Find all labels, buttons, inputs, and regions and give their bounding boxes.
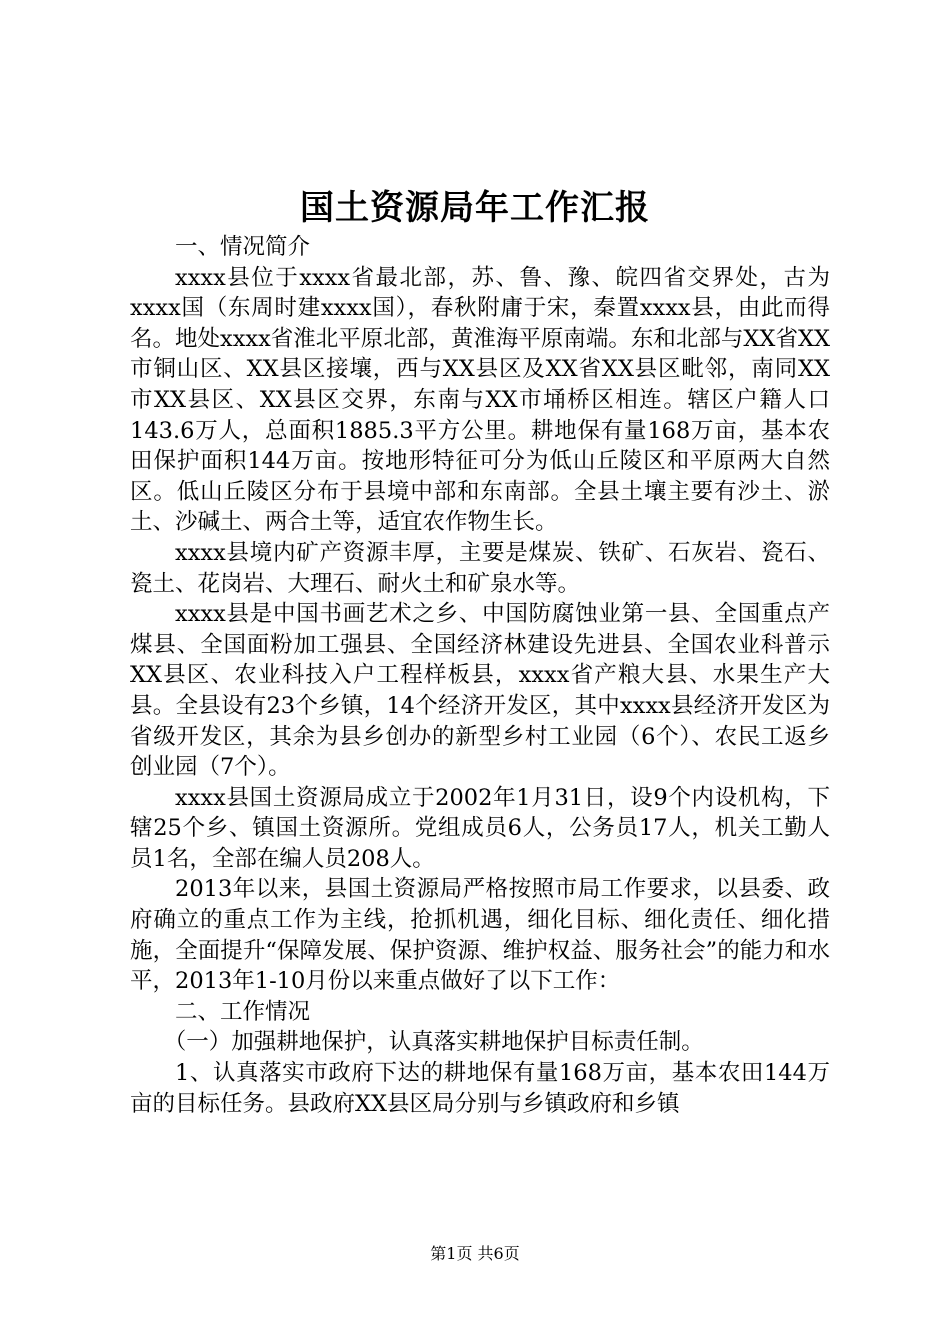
paragraph-minerals: xxxx县境内矿产资源丰厚，主要是煤炭、铁矿、石灰岩、瓷石、瓷土、花岗岩、大理石、耐火土和矿泉水等。: [130, 539, 830, 597]
section-heading-work: 二、工作情况: [175, 998, 311, 1025]
page-footer: 第1页 共6页: [430, 1244, 520, 1263]
paragraph-honors: xxxx县是中国书画艺术之乡、中国防腐蚀业第一县、全国重点产煤县、全国面粉加工强县、全国经济林建设先进县、全国农业科普示XX县区、农业科技入户工程样板县，xxxx省产粮大县、水果生产大县。全县设有23个乡镇，14个经济开发区，其中xxxx县经济开发区为省级开发区，其余为县乡创办的新型乡村工业园（6个）、农民工返乡创业园（7个）。: [130, 601, 830, 781]
paragraph-farmland-target: 1、认真落实市政府下达的耕地保有量168万亩，基本农田144万亩的目标任务。县政府XX县区局分别与乡镇政府和乡镇: [130, 1060, 830, 1117]
paragraph-summary: 2013年以来，县国土资源局严格按照市局工作要求，以县委、政府确立的重点工作为主线，抢抓机遇，细化目标、细化责任、细化措施，全面提升“保障发展、保护资源、维护权益、服务社会”的能力和水平，2013年1-10月份以来重点做好了以下工作：: [130, 876, 830, 995]
subsection-heading-farmland: （一）加强耕地保护，认真落实耕地保护目标责任制。: [163, 1029, 704, 1056]
paragraph-overview: xxxx县位于xxxx省最北部，苏、鲁、豫、皖四省交界处，古为xxxx国（东周时建xxxx国），春秋附庸于宋，秦置xxxx县，由此而得名。地处xxxx省淮北平原北部，黄淮海平原南端。东和北部与XX省XX市铜山区、XX县区接壤，西与XX县区及XX省XX县区毗邻，南同XX市XX县区、XX县区交界，东南与XX市埇桥区相连。辖区户籍人口143.6万人，总面积1885.3平方公里。耕地保有量168万亩，基本农田保护面积144万亩。按地形特征可分为低山丘陵区和平原两大自然区。低山丘陵区分布于县境中部和东南部。全县土壤主要有沙土、淤土、沙碱土、两合土等，适宜农作物生长。: [130, 264, 830, 536]
document-title: 国土资源局年工作汇报: [300, 188, 650, 228]
document-body: [130, 232, 830, 1119]
paragraph-bureau: xxxx县国土资源局成立于2002年1月31日，设9个内设机构，下辖25个乡、镇国土资源所。党组成员6人，公务员17人，机关工勤人员1名，全部在编人员208人。: [130, 784, 830, 872]
section-heading-intro: 一、情况简介: [175, 234, 311, 260]
